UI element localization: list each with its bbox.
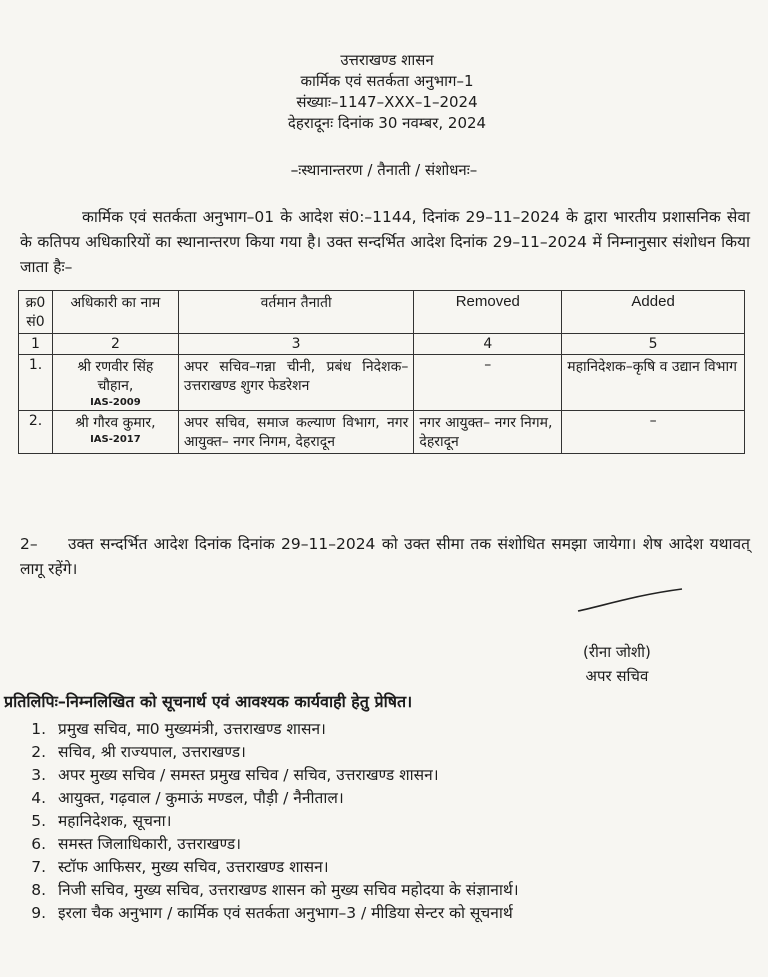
list-item-number: 6. (31, 835, 46, 853)
signatory-designation: अपर सचिव (585, 667, 649, 685)
index-cell: 1 (19, 334, 53, 355)
row-sno: 2. (19, 411, 53, 454)
index-cell: 5 (562, 334, 745, 355)
row-added: – (562, 411, 745, 454)
row-officer (52, 355, 178, 411)
header-sno: क्र0 सं0 (19, 291, 53, 334)
signature-mark (576, 585, 686, 615)
row-current-posting: अपर सचिव, समाज कल्याण विभाग, नगर आयुक्त– नगर निगम, देहरादून (178, 411, 414, 454)
header-officer-name: अधिकारी का नाम (52, 291, 178, 334)
list-item (0, 718, 740, 741)
officer-name: श्री गौरव कुमार, (75, 415, 156, 431)
copy-to-heading: प्रतिलिपिः–निम्नलिखित को सूचनार्थ एवं आवश्यक कार्यवाही हेतु प्रेषित। (4, 692, 413, 711)
list-item-number: 5. (31, 812, 46, 830)
govt-name: उत्तराखण्ड शासन (340, 51, 434, 69)
subject-line: –ःस्थानान्तरण / तैनाती / संशोधनः– (290, 161, 478, 179)
list-item-text: अपर मुख्य सचिव / समस्त प्रमुख सचिव / सचिव, उत्तराखण्ड शासन। (58, 766, 439, 784)
list-item-text: सचिव, श्री राज्यपाल, उत्तराखण्ड। (58, 743, 246, 761)
list-item-text: स्टॉफ आफिसर, मुख्य सचिव, उत्तराखण्ड शासन। (58, 858, 329, 876)
order-date: देहरादूनः दिनांक 30 नवम्बर, 2024 (287, 114, 487, 132)
list-item (0, 810, 740, 833)
officer-name: श्री रणवीर सिंह चौहान, (77, 359, 154, 394)
list-item (0, 902, 740, 925)
list-item-text: प्रमुख सचिव, मा0 मुख्यमंत्री, उत्तराखण्ड शासन। (58, 720, 326, 738)
list-item-number: 8. (31, 881, 46, 899)
table-header-row (19, 291, 745, 334)
row-officer (52, 411, 178, 454)
list-item-number: 1. (31, 720, 46, 738)
clause-text: उक्त सन्दर्भित आदेश दिनांक दिनांक 29–11–2024 को उक्त सीमा तक संशोधित समझा जायेगा। शेष आदेश यथावत् लागू रहेंगे। (20, 535, 750, 578)
intro-paragraph: कार्मिक एवं सतर्कता अनुभाग–01 के आदेश सं0:–1144, दिनांक 29–11–2024 के द्वारा भारतीय प्रशासनिक सेवा के कतिपय अधिकारियों का स्थानान्तरण किया गया है। उक्त सन्दर्भित आदेश दिनांक 29–11–2024 में निम्नानुसार संशोधन किया जाता हैः– (20, 208, 750, 276)
clause-number: 2– (20, 535, 38, 553)
transfer-table (18, 290, 745, 454)
list-item-number: 4. (31, 789, 46, 807)
row-added: महानिदेशक–कृषि व उद्यान विभाग (562, 355, 745, 411)
officer-batch: IAS-2009 (90, 397, 141, 408)
header-current-posting: वर्तमान तैनाती (178, 291, 414, 334)
list-item (0, 764, 740, 787)
header-removed: Removed (414, 291, 562, 334)
row-current-posting: अपर सचिव–गन्ना चीनी, प्रबंध निदेशक–उत्तराखण्ड शुगर फेडरेशन (178, 355, 414, 411)
list-item-number: 2. (31, 743, 46, 761)
index-cell: 2 (52, 334, 178, 355)
list-item-text: महानिदेशक, सूचना। (58, 812, 172, 830)
officer-batch: IAS-2017 (90, 434, 141, 445)
row-removed: नगर आयुक्त– नगर निगम, देहरादून (414, 411, 562, 454)
list-item (0, 741, 740, 764)
list-item (0, 879, 740, 902)
list-item-text: इरला चैक अनुभाग / कार्मिक एवं सतर्कता अनुभाग–3 / मीडिया सेन्टर को सूचनार्थ (58, 904, 513, 922)
signatory-block (583, 640, 651, 688)
list-item-number: 7. (31, 858, 46, 876)
list-item-text: समस्त जिलाधिकारी, उत्तराखण्ड। (58, 835, 242, 853)
order-number: संख्याः–1147–XXX–1–2024 (296, 93, 478, 111)
row-removed: – (414, 355, 562, 411)
table-row (19, 355, 745, 411)
list-item-number: 9. (31, 904, 46, 922)
header-added: Added (562, 291, 745, 334)
list-item (0, 856, 740, 879)
clause-2 (20, 532, 750, 582)
copy-recipient-list (0, 718, 740, 925)
table-index-row (19, 334, 745, 355)
index-cell: 4 (414, 334, 562, 355)
list-item-number: 3. (31, 766, 46, 784)
index-cell: 3 (178, 334, 414, 355)
list-item (0, 833, 740, 856)
list-item (0, 787, 740, 810)
signatory-name: (रीना जोशी) (583, 643, 651, 661)
list-item-text: निजी सचिव, मुख्य सचिव, उत्तराखण्ड शासन को मुख्य सचिव महोदया के संज्ञानार्थ। (58, 881, 519, 899)
list-item-text: आयुक्त, गढ़वाल / कुमाऊं मण्डल, पौड़ी / नैनीताल। (58, 789, 344, 807)
document-header (0, 50, 768, 134)
row-sno: 1. (19, 355, 53, 411)
table-row (19, 411, 745, 454)
department-name: कार्मिक एवं सतर्कता अनुभाग–1 (300, 72, 474, 90)
